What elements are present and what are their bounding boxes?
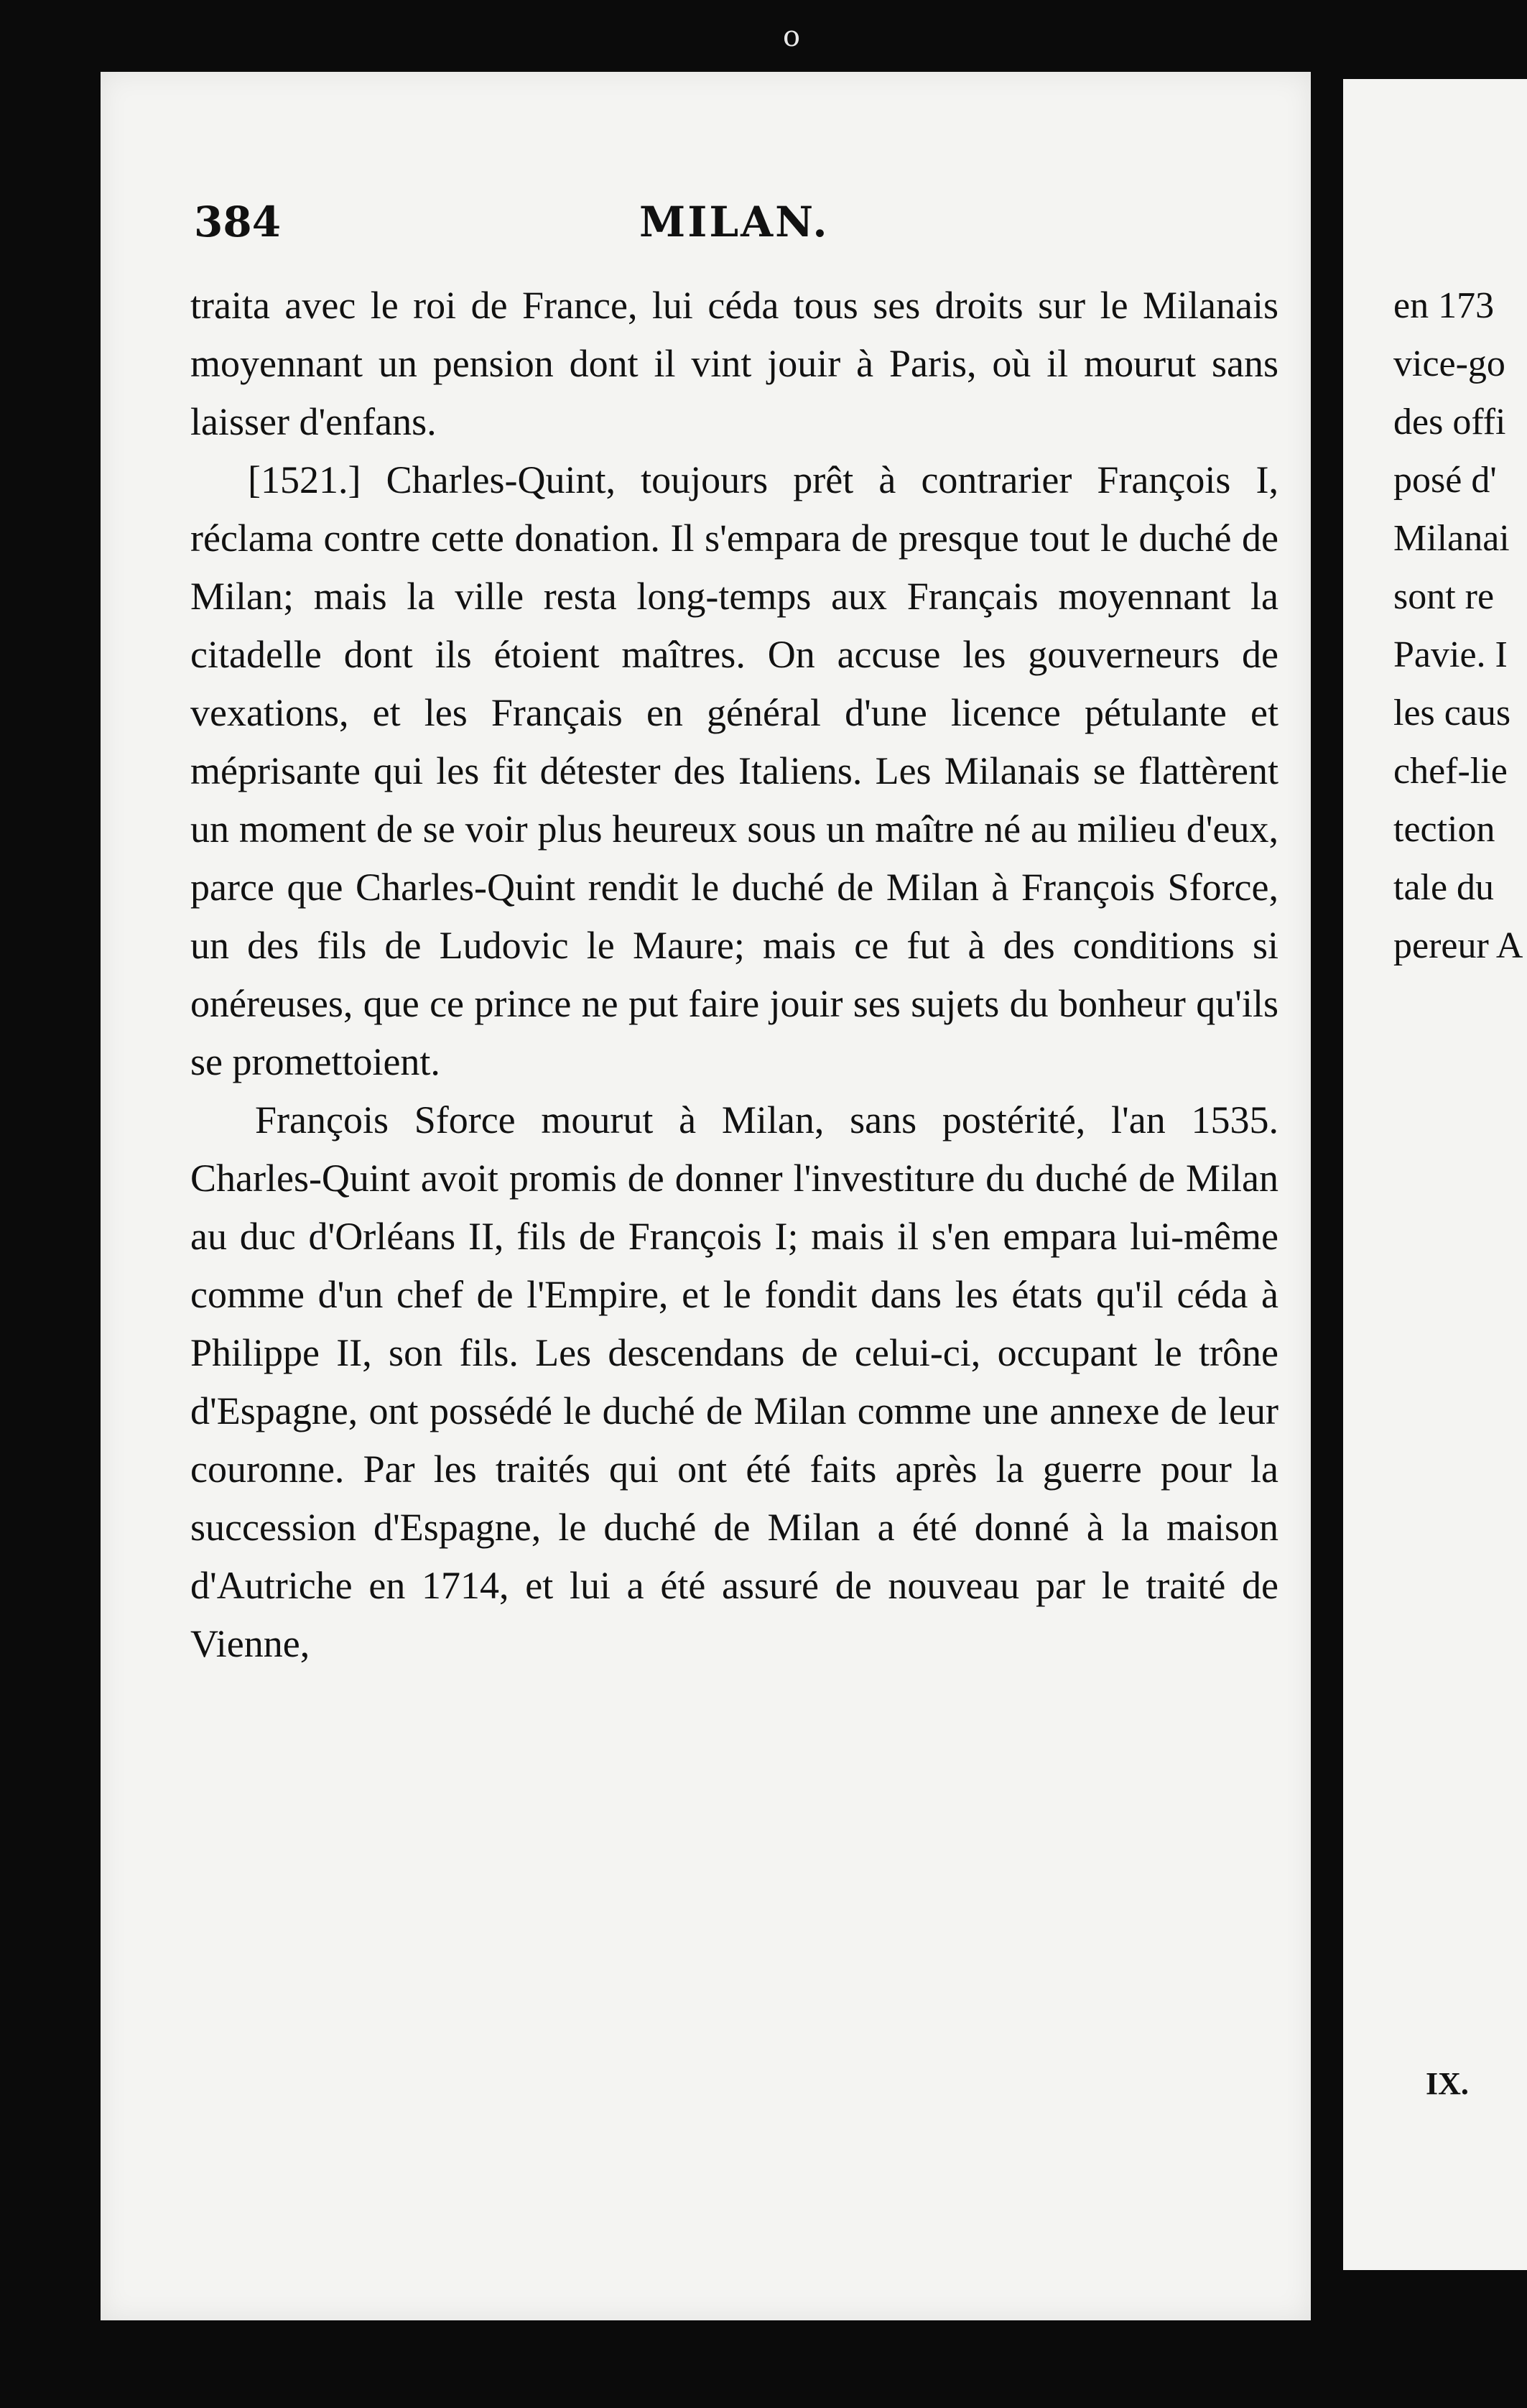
page-header [194,198,1286,262]
facing-line: chef-lie [1393,751,1508,792]
facing-line: tale du [1393,867,1495,908]
facing-line: pereur A [1393,925,1523,966]
body-text [190,277,1278,1673]
facing-line: vice-go [1393,343,1505,384]
facing-line: des offi [1393,402,1506,443]
facing-line: Milanai [1393,518,1510,559]
facing-page-text [1393,277,1527,975]
page-number: 384 [194,198,282,246]
paragraph-3: François Sforce mourut à Milan, sans postérité, l'an 1535. Charles-Quint avoit promis de donner l'investiture du duché de Milan au duc d'Orléans II, fils de François I; mais il s'en empara lui-même comme d'un chef de l'Empire, et le fondit dans les états qu'il céda à Philippe II, son fils. Les descendans de celui-ci, occupant le trône d'Espagne, ont possédé le duché de Milan comme une annexe de leur couronne. Par les traités qui ont été faits après la guerre pour la succession d'Espagne, le duché de Milan a été donné à la maison d'Autriche en 1714, et lui a été assuré de nouveau par le traité de Vienne, [190,1098,1278,1665]
running-head: MILAN. [639,198,830,246]
paragraph-2: [1521.] Charles-Quint, toujours prêt à contrarier François I, réclama contre cette donation. Il s'empara de presque tout le duché de Milan; mais la ville resta long-temps aux Français moyennant la citadelle dont ils étoient maîtres. On accuse les gouverneurs de vexations, et les Français en général d'une licence pétulante et méprisante qui les fit détester des Italiens. Les Milanais se flattèrent un moment de se voir plus heureux sous un maître né au milieu d'eux, parce que Charles-Quint rendit le duché de Milan à François Sforce, un des fils de Ludovic le Maure; mais ce fut à des conditions si onéreuses, que ce prince ne put faire jouir ses sujets du bonheur qu'ils se promettoient. [190,458,1278,1083]
facing-line: tection [1393,809,1495,850]
facing-line: posé d' [1393,460,1497,501]
signature-mark: IX. [1426,2066,1469,2101]
facing-line: Pavie. I [1393,634,1508,675]
paragraph-1: traita avec le roi de France, lui céda tous ses droits sur le Milanais moyennant un pension dont il vint jouir à Paris, où il mourut sans laisser d'enfans. [190,284,1278,443]
facing-line: les caus [1393,693,1511,733]
scan-mark: o [783,20,801,53]
facing-line: en 173 [1393,285,1495,326]
facing-line: sont re [1393,576,1495,617]
